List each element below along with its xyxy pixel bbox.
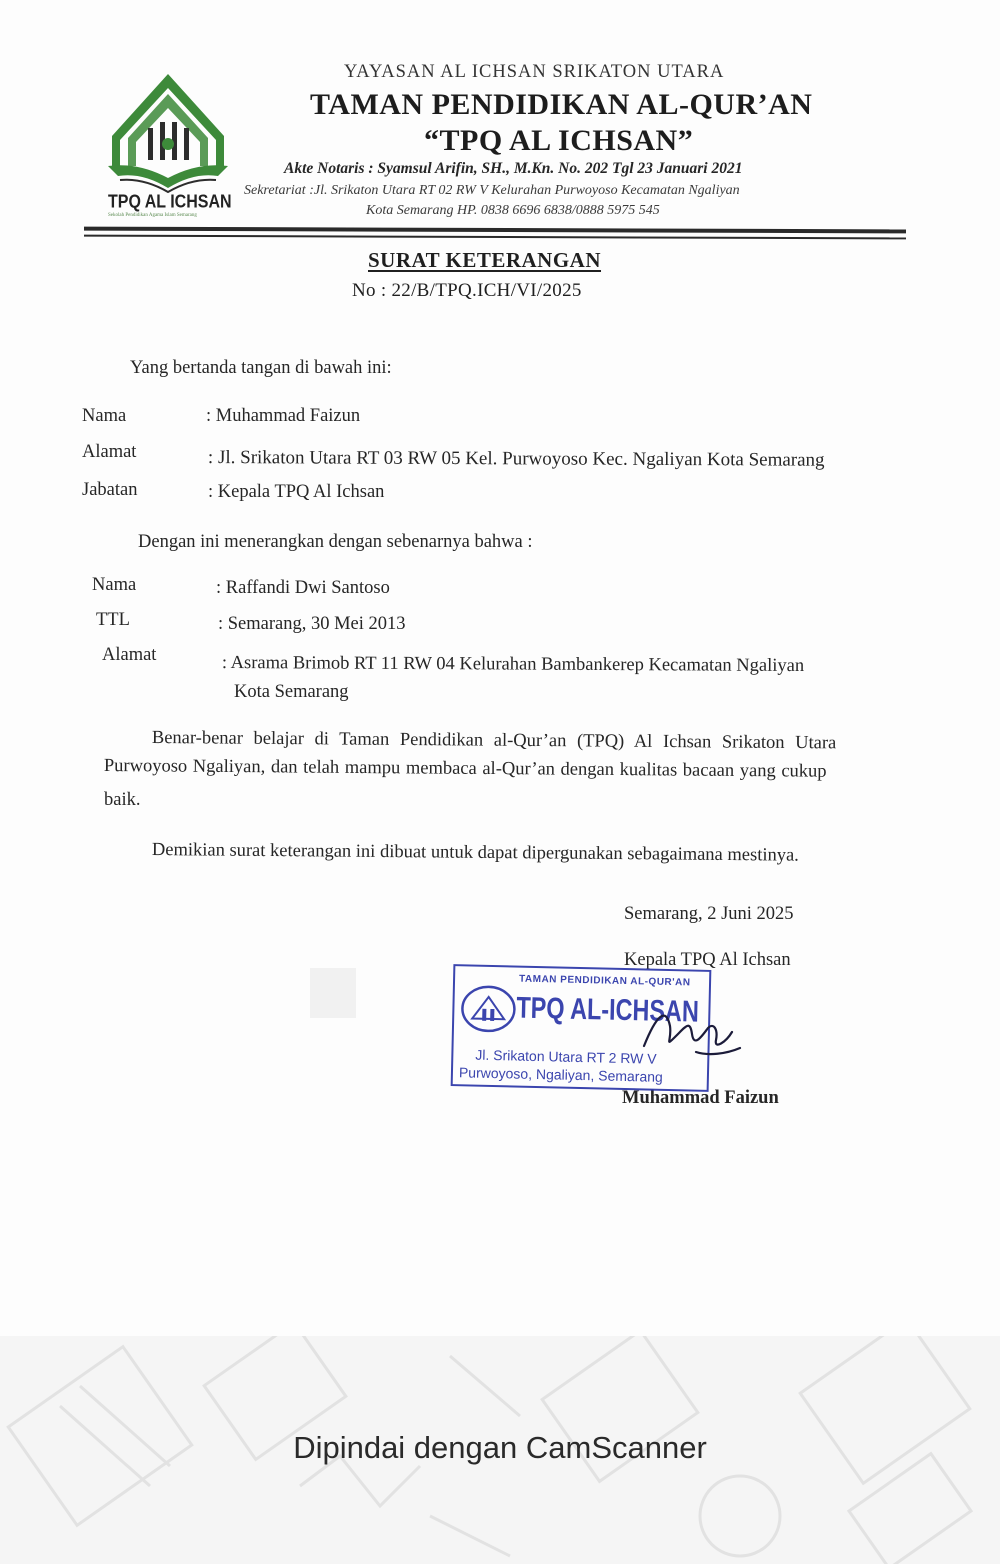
camscanner-footer (0, 1336, 1000, 1564)
student-birth-value: : Semarang, 30 Mei 2013 (218, 614, 406, 634)
foundation-name: YAYASAN AL ICHSAN SRIKATON UTARA (344, 62, 725, 82)
stamp-emblem-icon (458, 978, 519, 1039)
letterhead-divider-thin (84, 235, 906, 239)
letterhead-divider (84, 227, 906, 234)
logo-tagline: Sekolah Pendidikan Agama Islam Semarang (108, 213, 197, 218)
signer-position-value: : Kepala TPQ Al Ichsan (208, 482, 385, 502)
student-birth-label: TTL (96, 610, 130, 630)
statement-line-2: Purwoyoso Ngaliyan, dan telah mampu membaca al-Qur’an dengan kualitas bacaan yang cukup (103, 756, 827, 782)
logo-name: TPQ AL ICHSAN (108, 192, 232, 213)
statement-intro: Dengan ini menerangkan dengan sebenarnya bahwa : (138, 532, 533, 552)
stamp-top-text: TAMAN PENDIDIKAN AL-QUR'AN (518, 973, 691, 989)
student-name-label: Nama (92, 575, 137, 595)
institution-title: TAMAN PENDIDIKAN AL-QUR’AN (310, 88, 813, 121)
secretariat-address: Sekretariat :Jl. Srikaton Utara RT 02 RW V Kelurahan Purwoyoso Kecamatan Ngaliyan (244, 183, 740, 198)
stamp-address-line: Jl. Srikaton Utara RT 2 RW V (475, 1046, 657, 1067)
signer-name-label: Nama (82, 406, 127, 426)
secretariat-address-contact: Kota Semarang HP. 0838 6696 6838/0888 5975 545 (366, 203, 660, 218)
student-name-value: : Raffandi Dwi Santoso (216, 578, 390, 598)
student-address-city: Kota Semarang (234, 682, 349, 702)
signer-address-label: Alamat (82, 442, 137, 462)
signer-address-value: : Jl. Srikaton Utara RT 03 RW 05 Kel. Purwoyoso Kec. Ngaliyan Kota Semarang (207, 447, 825, 471)
stamp-city-line: Purwoyoso, Ngaliyan, Semarang (458, 1064, 663, 1085)
camscanner-caption: Dipindai dengan CamScanner (293, 1430, 707, 1465)
stamp-main-text: TPQ AL-ICHSAN (516, 991, 700, 1029)
student-address-value: : Asrama Brimob RT 11 RW 04 Kelurahan Bambankerep Kecamatan Ngaliyan (221, 653, 805, 677)
statement-line-3: baik. (104, 790, 141, 810)
closing-text: Demikian surat keterangan ini dibuat untuk dapat dipergunakan sebagaimana mestinya. (151, 840, 799, 866)
document-number: No : 22/B/TPQ.ICH/VI/2025 (352, 280, 582, 301)
student-address-label: Alamat (102, 645, 157, 665)
handwritten-signature (636, 996, 746, 1066)
signer-name: Muhammad Faizun (622, 1088, 779, 1108)
statement-line-1: Benar-benar belajar di Taman Pendidikan al-Qur’an (TPQ) Al Ichsan Srikaton Utara (151, 728, 837, 754)
notary-deed: Akte Notaris : Syamsul Arifin, SH., M.Kn. No. 202 Tgl 23 Januari 2021 (284, 160, 743, 177)
institution-short-name: “TPQ AL ICHSAN” (424, 124, 694, 157)
intro-text: Yang bertanda tangan di bawah ini: (130, 358, 392, 378)
signer-title: Kepala TPQ Al Ichsan (624, 950, 791, 970)
place-date: Semarang, 2 Juni 2025 (624, 904, 794, 924)
scan-smudge (310, 968, 356, 1018)
signer-position-label: Jabatan (82, 480, 138, 500)
document-title: SURAT KETERANGAN (368, 248, 602, 272)
signer-name-value: : Muhammad Faizun (206, 406, 361, 426)
